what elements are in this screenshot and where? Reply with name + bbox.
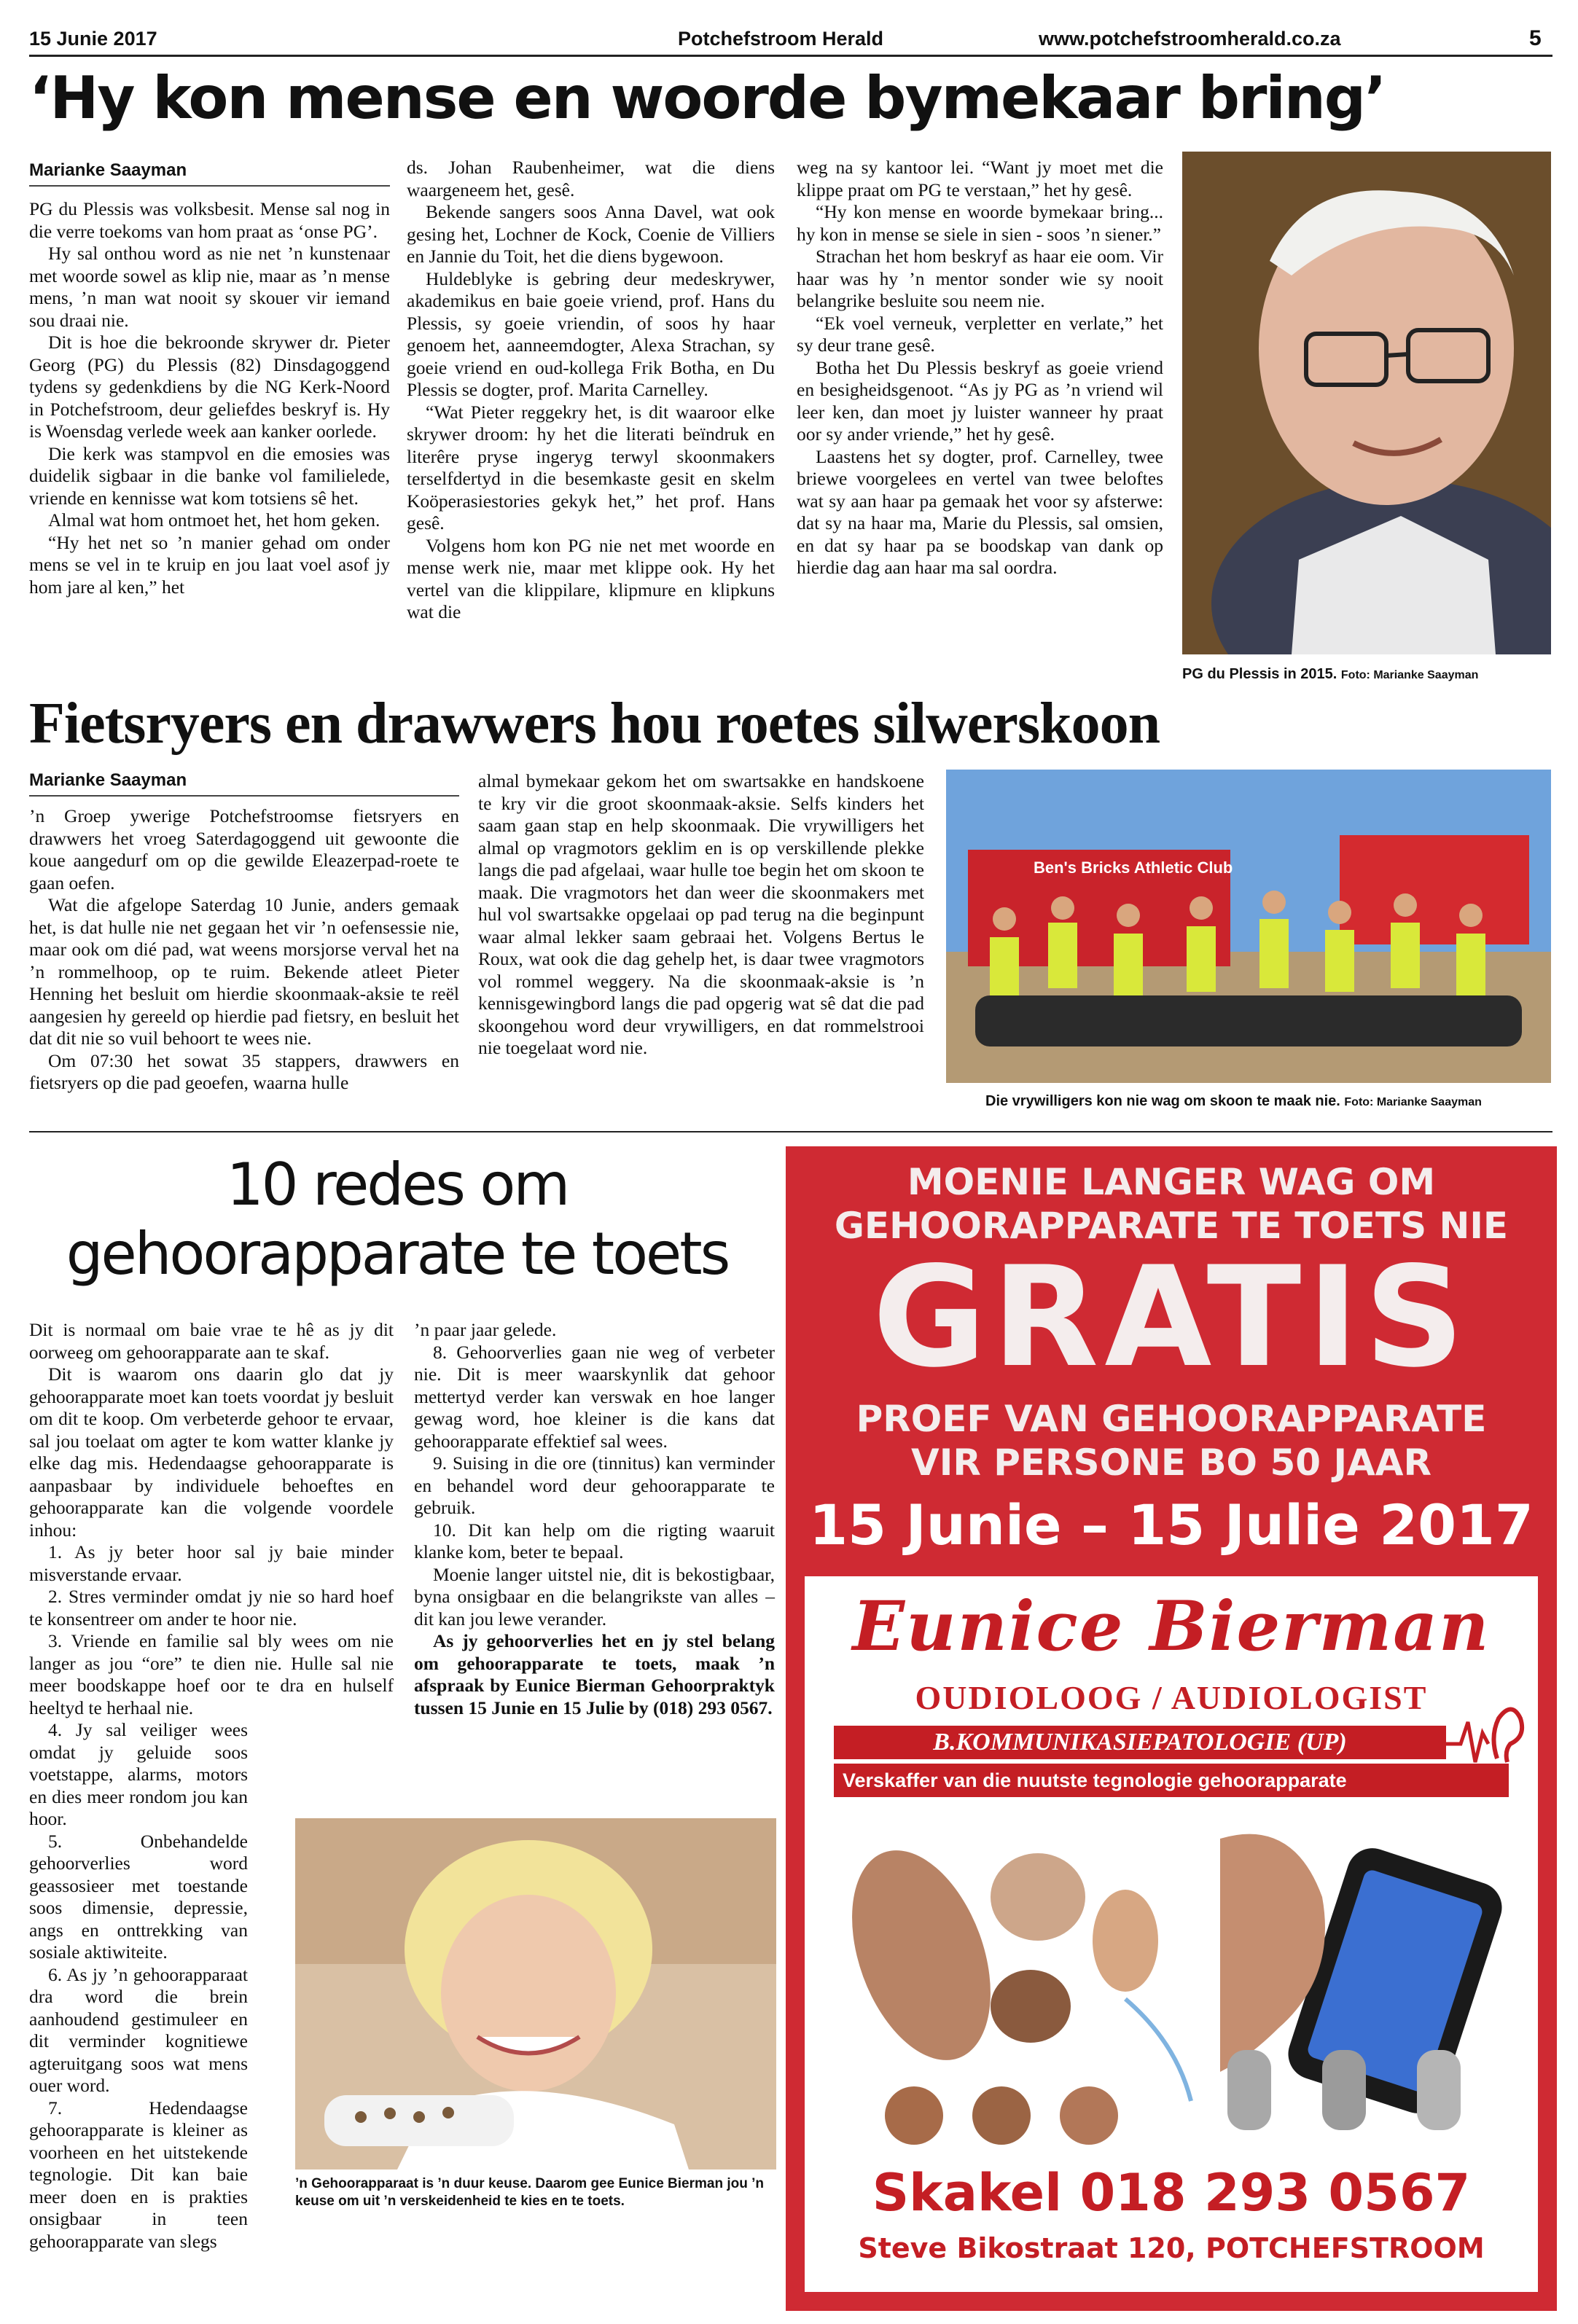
article1-headline: ‘Hy kon mense en woorde bymekaar bring’ [29, 64, 1386, 132]
photo-credit: Foto: Marianke Saayman [1344, 1096, 1482, 1108]
article-paragraph: Dit is waarom ons daarin glo dat jy gehoorapparate moet kan toets voordat jy besluit om dit te koop. Om verbeterde gehoor te ervaar, sal jou toelaat om agter te kom watter klanke jy elke dag mis. Hedendaagse gehoorapparate is aanpasbaar by individuele behoeftes en gehoorapparate kan die volgende voordele inhou: [29, 1364, 394, 1541]
article-paragraph: Almal wat hom ontmoet het, het hom geken. [48, 509, 380, 531]
article-paragraph: 10. Dit kan help om die rigting waaruit klanke kom, beter te bepaal. [414, 1519, 775, 1562]
article3-headline-line1: 10 redes om [226, 1151, 569, 1218]
article-paragraph: Om 07:30 het sowat 35 stappers, drawwers en fietsryers op die pad geoefen, waarna hulle [29, 1049, 459, 1093]
caption-text: PG du Plessis in 2015. [1182, 666, 1337, 682]
article-paragraph: Botha het Du Plessis beskryf as goeie vriend en besigheidsgenoot. “As jy PG as ’n vriend wil leer ken, dan moet jy luister wanneer hy praat oor sy ander vriende,” het hy gesê. [797, 356, 1163, 445]
hearing-aid-advert [786, 1146, 1557, 2311]
article3-col2 [414, 1319, 775, 1719]
ad-degree-band [834, 1726, 1446, 1759]
hearing-aid-products [812, 1809, 1531, 2152]
ad-brand: Eunice Bierman [852, 1586, 1491, 1667]
article-paragraph: Wat die afgelope Saterdag 10 Junie, anders gemaak het, is dat hulle nie net gegaan het vir ’n oefensessie nie, maar ook om dié pad, wat weens morsjorse verval het na ’n rommelhoop, op te ruim. Bekende atleet Pieter Henning het besluit om hierdie skoonmaak-aksie te reël aangesien hy gereeld op hierdie pad fietsry, en besluit het dat dit nie so vuil behoort te wees nie. [29, 894, 459, 1049]
article1-col3 [797, 157, 1163, 579]
portrait-illustration [1182, 152, 1551, 654]
header-rule [29, 55, 1552, 57]
group-photo-illustration [946, 770, 1551, 1083]
hearing-aid-photo [295, 1818, 776, 2170]
article-paragraph: 4. Jy sal veiliger wees omdat jy geluide soos voetstappe, alarms, motors en dies meer rondom jou kan hoor. [29, 1719, 248, 1829]
ad-profession: OUDIOLOOG / AUDIOLOGIST [915, 1679, 1428, 1716]
article-paragraph: “Wat Pieter reggekry het, is dit waaroor elke skrywer droom: hy het die literati beïndruk en literêre pryse ingeryg terwyl skoonmakers terselfdertyd in die besemkaste gesit en skelm Koöperasiestories gekyk het,” het prof. Hans gesê. [407, 401, 775, 533]
article-paragraph: 6. As jy ’n gehoorapparaat dra word die brein aanhoudend gestimuleer en dit verminder kognitiewe agteruitgang soos wat mens ouer word. [29, 1963, 248, 2096]
article-paragraph: Huldeblyke is gebring deur medeskrywer, akademikus en baie goeie vriend, prof. Hans du Plessis, sy goeie vriendin, of soos hy haar genoem het, aanneemdogter, Alexa Strachan, sy goeie vriend en oud-kollega Frik Botha, en Du Plessis se dogter, prof. Marita Carnelley. [407, 267, 775, 400]
article-paragraph: 8. Gehoorverlies gaan nie weg of verbeter nie. Dit is meer waarskynlik dat gehoor mettertyd verder kan verswak en hoe langer gewag word, hoe kleiner is die kans dat gehoorapparate effektief sal wees. [414, 1341, 775, 1452]
ad-tagline-band [834, 1764, 1509, 1797]
page-number: 5 [1529, 26, 1542, 50]
article-paragraph: Moenie langer uitstel nie, dit is bekostigbaar, byna onsigbaar en die belangrikste van alles – dit kan jou lewe verander. [414, 1563, 775, 1629]
ad-phone: Skakel 018 293 0567 [872, 2163, 1471, 2223]
article-paragraph: “Ek voel verneuk, verpletter en verlate,” het sy deur trane gesê. [797, 312, 1163, 356]
ad-line3: PROEF VAN GEHOORAPPARATE [856, 1398, 1487, 1440]
article1-col2 [407, 157, 775, 624]
article2-col2 [478, 770, 924, 1060]
article2-byline: Marianke Saayman [29, 770, 459, 797]
photo-credit: Foto: Marianke Saayman [1340, 669, 1479, 681]
article-paragraph: Laastens het sy dogter, prof. Carnelley, twee briewe voorgelees en vertel van twee beloftes wat sy aan haar pa gemaak het voor sy afsterwe: dat sy na haar ma, Marie du Plessis, sal omsien, en dat sy haar pa se boodskap van dank op hierdie dag aan haar ma sal oordra. [797, 445, 1163, 578]
article1-col1 [29, 198, 390, 598]
article-paragraph: Strachan het hom beskryf as haar eie oom. Vir haar was hy ’n mentor sonder wie sy nooit belangrike besluite sou neem nie. [797, 246, 1163, 311]
section-rule [29, 1131, 1552, 1132]
ad-dates: 15 Junie – 15 Julie 2017 [809, 1492, 1534, 1557]
article-paragraph: 7. Hedendaagse gehoorapparate is kleiner as voorheen en het uitstekende tegnologie. Dit kan baie meer doen en is prakties onsigbaar in teen gehoorapparate van slegs [29, 2097, 248, 2252]
ad-gratis: GRATIS [872, 1237, 1470, 1398]
portrait-photo [1182, 152, 1551, 654]
ad-line4: VIR PERSONE BO 50 JAAR [911, 1441, 1431, 1484]
hearing-aid-photo-illustration [295, 1818, 776, 2170]
portrait-caption [1182, 666, 1551, 683]
article-paragraph: ds. Johan Raubenheimer, wat die diens waargeneem het, gesê. [407, 157, 775, 200]
article-paragraph: “Hy het net so ’n manier gehad om onder mens se vel in te kruip en jou laat voel asof jy hom jare al ken,” het [29, 531, 390, 598]
group-photo-caption [985, 1093, 1554, 1110]
article-paragraph: Hy sal onthou word as nie net ’n kunstenaar met woorde sowel as klip nie, maar as ’n mense mens, ’n man wat nooit sy skouer vir iemand sou draai nie. [29, 243, 390, 331]
article-paragraph: Dit is normaal om baie vrae te hê as jy dit oorweeg om gehoorapparate aan te skaf. [29, 1319, 394, 1363]
article3-headline-line2: gehoorapparate te toets [66, 1220, 729, 1288]
article2-headline: Fietsryers en drawwers hou roetes silwerskoon [29, 692, 1160, 756]
article-paragraph: Bekende sangers soos Anna Davel, wat ook gesing het, Lochner de Kock, Coenie de Villiers en Jannie du Toit, het die diens bygewoon. [407, 201, 775, 267]
article-paragraph: 9. Suising in die ore (tinnitus) kan verminder en behandel word deur gehoorapparate te gebruik. [414, 1452, 775, 1518]
caption-text: Die vrywilligers kon nie wag om skoon te maak nie. [985, 1093, 1340, 1109]
group-photo [946, 770, 1551, 1083]
article-paragraph: Die kerk was stampvol en die emosies was duidelik sigbaar in die banke vol familielede, vriende en kennisse wat kom totsiens sê het. [29, 442, 390, 509]
article-paragraph: ’n paar jaar gelede. [414, 1319, 557, 1340]
ad-line1: MOENIE LANGER WAG OM [907, 1161, 1436, 1203]
article-paragraph: almal bymekaar gekom het om swartsakke en handskoene te kry vir die groot skoonmaak-aksie. Selfs kinders het saam gaan stap en help skoonmaak. Die vrywilligers het almal op vragmotors geklim en is op verskillende plekke langs die pad afgelaai, waar hulle toe begin het om skoon te maak. Die vragmotors het dan weer die skoonmakers met hul vol swartsakke opgelaai op pad terug na die beginpunt waar almal lekker saam gebraai het. Volgens Bertus le Roux, wat ook die dag gehelp het, is daar twee vragmotors vol rommel weggery. Na die skoonmaak-aksie is ’n kennisgewingbord langs die pad opgerig wat sê dat die pad skoongehou word deur vrywilligers, en dat rommelstrooi nie toegelaat word nie. [478, 770, 924, 1058]
article-paragraph: 5. Onbehandelde gehoorverlies word geassosieer met toestande soos dimensie, depressie, angs en onttrekking van sosiale aktiwiteite. [29, 1830, 248, 1963]
article-paragraph: Volgens hom kon PG nie net met woorde en mense werk nie, maar met klippe ook. Hy het vertel van die klippilare, klipmure en klipkuns wat die [407, 534, 775, 622]
article-paragraph: PG du Plessis was volksbesit. Mense sal nog in die verre toekoms van hom praat as ‘onse PG’. [29, 198, 390, 242]
article-paragraph: 1. As jy beter hoor sal jy baie minder misverstande ervaar. [29, 1541, 394, 1585]
ad-line2: GEHOORAPPARATE TE TOETS NIE [834, 1205, 1509, 1247]
banner-text: Ben's Bricks Athletic Club [1034, 858, 1233, 877]
article-paragraph: 2. Stres verminder omdat jy nie so hard hoef te konsentreer om ander te hoor nie. [29, 1586, 394, 1629]
ad-degree: B.KOMMUNIKASIEPATOLOGIE (UP) [933, 1729, 1347, 1756]
paper-name: Potchefstroom Herald [678, 28, 884, 50]
ad-address: Steve Bikostraat 120, POTCHEFSTROOM [858, 2232, 1485, 2264]
issue-date: 15 Junie 2017 [29, 28, 157, 50]
hearing-aid-photo-caption: ’n Gehoorapparaat is ’n duur keuse. Daarom gee Eunice Bierman jou ’n keuse om uit ’n verskeidenheid te kies en te toets. [295, 2176, 764, 2209]
ad-tagline: Verskaffer van die nuutste tegnologie gehoorapparate [843, 1769, 1347, 1791]
article-paragraph: ’n Groep ywerige Potchefstroomse fietsryers en drawwers het vroeg Saterdagoggend uit gewoonte die koue aangedurf om op die gewilde Eleazerpad-roete te gaan oefen. [29, 805, 459, 893]
article1-byline: Marianke Saayman [29, 160, 390, 187]
article2-col1 [29, 805, 459, 1095]
article-paragraph: weg na sy kantoor lei. “Want jy moet met die klippe praat om PG te verstaan,” het hy gesê. [797, 157, 1163, 200]
article-paragraph: “Hy kon mense en woorde bymekaar bring... hy kon in mense se siele in sien - soos ’n siener.” [797, 201, 1163, 245]
call-to-action: As jy gehoorverlies het en jy stel belang om gehoorapparate te toets, maak ’n afspraak by Eunice Bierman Gehoorpraktyk tussen 15 Junie en 15 Julie by (018) 293 0567. [414, 1630, 775, 1718]
ad-white-panel [805, 1576, 1538, 2292]
article-paragraph: 3. Vriende en familie sal bly wees om nie langer as jou “ore” te dien nie. Hulle sal nie meer boodskappe hoef oor te dra en hulself heeltyd te herhaal nie. [29, 1630, 394, 1718]
ear-icon [1446, 1693, 1526, 1773]
paper-url[interactable]: www.potchefstroomherald.co.za [1039, 28, 1341, 50]
article-paragraph: Dit is hoe die bekroonde skrywer dr. Pieter Georg (PG) du Plessis (82) Dinsdagoggend tydens sy gedenkdiens by die NG Kerk-Noord in Potchefstroom, deur geliefdes beskryf is. Hy is Woensdag verlede week aan kanker oorlede. [29, 332, 390, 442]
